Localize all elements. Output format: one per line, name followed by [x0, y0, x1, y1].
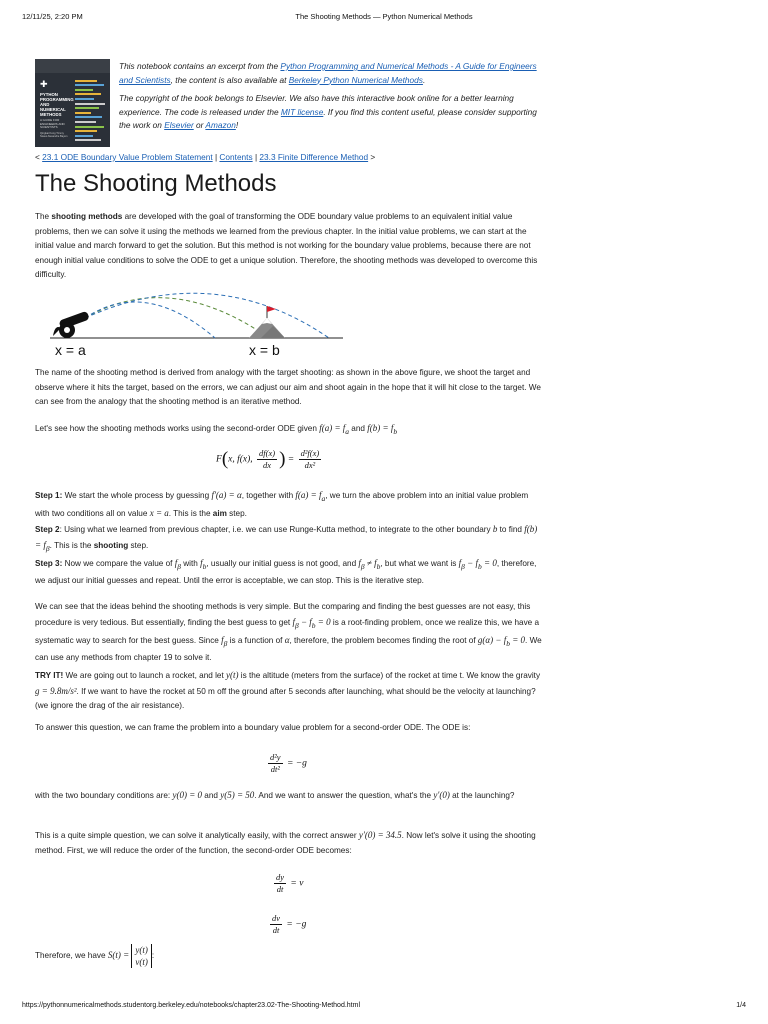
mit-license-link[interactable]: MIT license — [280, 106, 324, 117]
berkeley-link[interactable]: Berkeley Python Numerical Methods — [288, 74, 423, 85]
text: The name of the shooting method is derived from analogy with the target shooting: as shown in the above figure, we shoot the target and observe where it hits the target, based on the errors, we can adjust our aim and shoot again in the hope that it will hit close to the target. We can see from the analogy that the shooting method is an iterative method. — [35, 368, 541, 407]
root-finding-paragraph: We can see that the ideas behind the shooting methods is very simple. But the comparing and finding the best guesses are not easy, this procedure is very tedious. But essentially, finding the best guess to get $f_\beta - f_b = 0$ is a root-finding problem, once we realize this, we have a systematic way to search for the best guess. Since $f_\beta$ is a function of α, therefore, the problem becomes finding the root of $g(\alpha) - f_b = 0$. We can use any methods from chapter 19 to solve it. — [35, 602, 542, 663]
text: Let's see how the shooting methods works using the second-order ODE given — [35, 424, 320, 433]
math: = — [285, 454, 297, 465]
chapter-navigation — [35, 152, 375, 162]
shooting-method-figure — [45, 290, 345, 360]
intro-notice — [119, 60, 549, 138]
analogy-paragraph — [35, 366, 545, 410]
intro-text: or — [193, 120, 206, 130]
print-title: The Shooting Methods — Python Numerical Methods — [295, 12, 473, 21]
intro-text: ! — [235, 120, 239, 130]
trajectory-green — [85, 298, 257, 330]
text: are developed with the goal of transforming the ODE boundary value problems to an equivalent initial value problems, then we can solve it using the methods we learned from the previous chapter. In the initial value problems, we can start at the initial value and march forward to get the solution. But this method is not working for the boundary value problems, because there are not enough initial value conditions to solve the ODE to get a unique solution. Therefore, the shooting methods was developed to overcome this difficulty. — [35, 212, 538, 280]
book-cover-image — [35, 59, 110, 147]
paren: ) — [279, 448, 286, 470]
intro-text: This notebook contains an excerpt from the — [119, 61, 281, 71]
try-it-label: TRY IT! — [35, 671, 64, 680]
footer-url: https://pythonnumericalmethods.studentorg.berkeley.edu/notebooks/chapter23.02-The-Shooting-Method.html — [22, 1002, 361, 1009]
text: The — [35, 212, 52, 221]
analytic-answer-paragraph: This is a quite simple question, we can solve it analytically easily, with the correct answer y′(0) = 34.5. Now let's solve it using the shooting method. First, we will reduce the order of the function, the second-order ODE becomes: — [35, 830, 536, 855]
intro-paragraph — [35, 210, 545, 283]
print-footer — [22, 1002, 746, 1009]
cover-title: PYTHON PROGRAMMING AND NUMERICAL METHODS — [40, 92, 74, 117]
trajectory-blue-short — [85, 302, 215, 338]
math: F — [216, 454, 222, 465]
cannon-icon — [53, 311, 90, 338]
contents-link[interactable]: Contents — [219, 152, 253, 162]
cover-subtitle: A GUIDE FOR ENGINEERS AND SCIENTISTS — [40, 118, 65, 130]
dv-dt-equation: $\frac{dv}{dt}$ = −g — [272, 913, 307, 935]
cover-cross-icon: ✚ — [40, 79, 48, 89]
page-number: 1/4 — [736, 1002, 746, 1009]
nav-separator: | — [252, 152, 260, 162]
nav-gt: > — [368, 152, 376, 162]
label-x-b: x = b — [249, 342, 280, 358]
step-2: Step 2: Using what we learned from previous chapter, i.e. we can use Runge-Kutta method, to integrate to the other boundary b to find $f(b) = f_\beta$. This is the shooting step. — [35, 523, 538, 553]
bold-term: shooting methods — [51, 212, 123, 221]
second-order-ode-equation — [216, 448, 323, 471]
paren: ( — [221, 448, 229, 470]
next-section-link[interactable]: 23.3 Finite Difference Method — [259, 152, 369, 162]
math: $f(b) = f_b$ — [367, 423, 398, 436]
steps-block — [35, 488, 545, 589]
intro-paragraph-1 — [119, 60, 549, 87]
print-datetime: 12/11/25, 2:20 PM — [22, 12, 83, 21]
cover-code-art — [75, 77, 107, 141]
fraction: $\frac{df(x)}{dx}$ — [259, 448, 276, 470]
intro-text: . — [422, 74, 426, 85]
step-1: Step 1: We start the whole process by guessing f′(a) = α, together with $f(a) = f_a$, we turn the above problem into an initial value problem with two conditions all on value x = a. This is the aim step. — [35, 490, 529, 519]
prev-section-link[interactable]: 23.1 ODE Boundary Value Problem Statement — [42, 152, 213, 162]
nav-separator: | — [212, 152, 220, 162]
math: x, f(x), — [228, 454, 256, 465]
ode-intro-paragraph — [35, 421, 545, 439]
intro-text: . If you find this content useful, please consider supporting the work on — [119, 106, 537, 130]
mountain-target-icon — [249, 306, 285, 338]
frame-problem-paragraph: To answer this question, we can frame the problem into a boundary value problem for a second-order ODE. The ODE is: — [35, 723, 471, 732]
trajectory-blue-long — [85, 293, 329, 338]
book-link[interactable]: Python Programming and Numerical Methods - A Guide for Engineers and Scientists — [119, 61, 537, 85]
boundary-conditions-paragraph: with the two boundary conditions are: y(0) = 0 and y(5) = 50. And we want to answer the question, what's the y′(0) at the launching? — [35, 790, 515, 800]
dy-dt-equation: $\frac{dy}{dt}$ = v — [276, 872, 304, 894]
amazon-link[interactable]: Amazon — [205, 120, 236, 130]
step-3: Step 3: Now we compare the value of $f_\beta$ with $f_b$, usually our initial guess is not good, and $f_\beta \ne f_b$, but what we want is $f_\beta - f_b = 0$, therefore, we adjust our initial guesses and repeat. Until the error is acceptable, we can stop. This is the iterative step. — [35, 557, 537, 586]
page-title: The Shooting Methods — [35, 170, 277, 197]
intro-text: The copyright of the book belongs to Elsevier. We also have this interactive book online for a better learning experience. The code is released under the — [119, 93, 514, 117]
nav-lt: < — [35, 152, 43, 162]
state-vector-paragraph: Therefore, we have S(t) = y(t) v(t) : — [35, 945, 155, 967]
elsevier-link[interactable]: Elsevier — [164, 120, 194, 130]
cover-authors: Qingkai Kong Timmy Siauw Alexandre Bayen — [40, 132, 68, 139]
rocket-ode-equation: $\frac{\text{d²y}}{\text{dt²}}$ = −g — [270, 752, 307, 774]
try-it-paragraph: TRY IT! We are going out to launch a rocket, and let y(t) is the altitude (meters from the surface) of the rocket at time t. We know the gravity g = 9.8m/s². If we want to have the rocket at 50 m off the ground after 5 seconds after launching, what should be the velocity at launching? (we ignore the drag of the air resistance). — [35, 670, 541, 711]
intro-text: , the content is also available at — [170, 74, 289, 85]
cover-top-strip — [35, 59, 110, 73]
math: $f(a) = f_a$ — [319, 423, 350, 436]
text: and — [349, 424, 368, 433]
intro-paragraph-2 — [119, 92, 549, 133]
fraction: $\frac{\text{d²f(x)}}{\text{dx²}}$ — [300, 448, 320, 470]
label-x-a: x = a — [55, 342, 86, 358]
state-matrix: y(t) v(t) — [131, 944, 152, 968]
